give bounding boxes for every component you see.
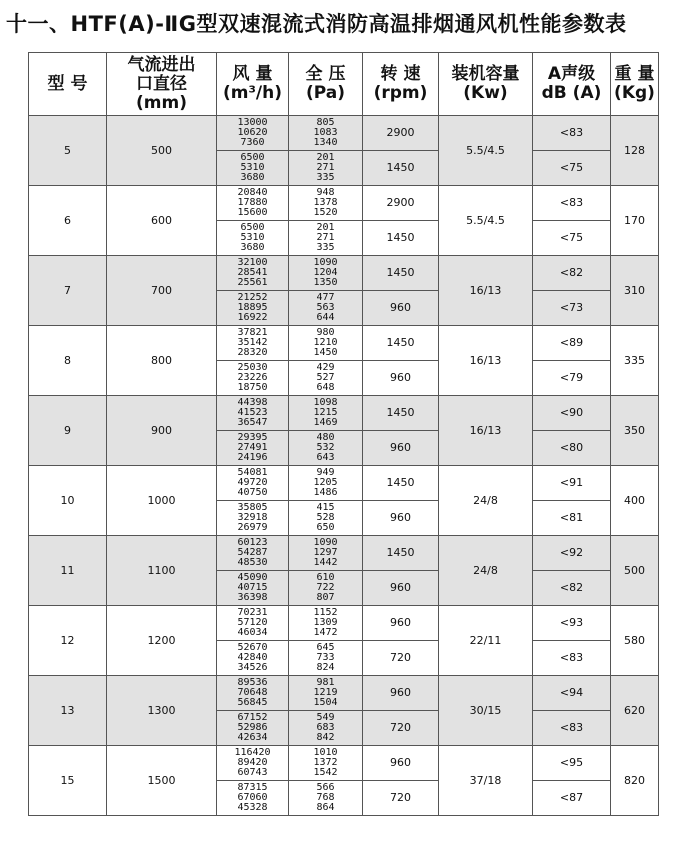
speed-cell: 960 <box>363 431 439 466</box>
weight-cell: 310 <box>611 256 659 326</box>
speed-cell: 960 <box>363 606 439 641</box>
power-cell: 30/15 <box>439 676 533 746</box>
power-cell: 24/8 <box>439 536 533 606</box>
noise-cell: <93 <box>533 606 611 641</box>
airflow-cell: 20840 17880 15600 <box>217 186 289 221</box>
model-cell: 5 <box>29 116 107 186</box>
pressure-cell: 429 527 648 <box>289 361 363 396</box>
airflow-cell: 54081 49720 40750 <box>217 466 289 501</box>
power-cell: 5.5/4.5 <box>439 186 533 256</box>
noise-cell: <73 <box>533 291 611 326</box>
airflow-cell: 32100 28541 25561 <box>217 256 289 291</box>
table-row <box>29 746 659 781</box>
model-cell: 7 <box>29 256 107 326</box>
speed-cell: 960 <box>363 291 439 326</box>
diameter-cell: 1500 <box>107 746 217 816</box>
pressure-cell: 981 1219 1504 <box>289 676 363 711</box>
weight-cell: 820 <box>611 746 659 816</box>
power-cell: 16/13 <box>439 396 533 466</box>
pressure-cell: 1098 1215 1469 <box>289 396 363 431</box>
airflow-cell: 52670 42840 34526 <box>217 641 289 676</box>
speed-cell: 1450 <box>363 326 439 361</box>
speed-cell: 1450 <box>363 466 439 501</box>
pressure-cell: 1090 1297 1442 <box>289 536 363 571</box>
table-row <box>29 186 659 221</box>
weight-cell: 580 <box>611 606 659 676</box>
weight-cell: 350 <box>611 396 659 466</box>
noise-cell: <83 <box>533 186 611 221</box>
header-speed: 转 速 (rpm) <box>363 53 439 116</box>
speed-cell: 720 <box>363 711 439 746</box>
airflow-cell: 29395 27491 24196 <box>217 431 289 466</box>
power-cell: 22/11 <box>439 606 533 676</box>
noise-cell: <91 <box>533 466 611 501</box>
pressure-cell: 549 683 842 <box>289 711 363 746</box>
model-cell: 8 <box>29 326 107 396</box>
weight-cell: 500 <box>611 536 659 606</box>
weight-cell: 620 <box>611 676 659 746</box>
table-header-row <box>29 53 659 116</box>
pressure-cell: 610 722 807 <box>289 571 363 606</box>
diameter-cell: 1200 <box>107 606 217 676</box>
speed-cell: 960 <box>363 501 439 536</box>
noise-cell: <82 <box>533 256 611 291</box>
noise-cell: <90 <box>533 396 611 431</box>
weight-cell: 335 <box>611 326 659 396</box>
airflow-cell: 87315 67060 45328 <box>217 781 289 816</box>
model-cell: 9 <box>29 396 107 466</box>
power-cell: 37/18 <box>439 746 533 816</box>
table-row <box>29 326 659 361</box>
header-diameter: 气流进出 口直径 (mm) <box>107 53 217 116</box>
header-noise: A声级 dB (A) <box>533 53 611 116</box>
pressure-cell: 1010 1372 1542 <box>289 746 363 781</box>
airflow-cell: 25030 23226 18750 <box>217 361 289 396</box>
speed-cell: 720 <box>363 641 439 676</box>
noise-cell: <89 <box>533 326 611 361</box>
pressure-cell: 566 768 864 <box>289 781 363 816</box>
diameter-cell: 900 <box>107 396 217 466</box>
pressure-cell: 805 1083 1340 <box>289 116 363 151</box>
fan-performance-table <box>28 52 659 816</box>
model-cell: 12 <box>29 606 107 676</box>
speed-cell: 2900 <box>363 186 439 221</box>
speed-cell: 1450 <box>363 256 439 291</box>
table-row <box>29 116 659 151</box>
weight-cell: 170 <box>611 186 659 256</box>
airflow-cell: 116420 89420 60743 <box>217 746 289 781</box>
table-row <box>29 396 659 431</box>
pressure-cell: 1090 1204 1350 <box>289 256 363 291</box>
airflow-cell: 21252 18895 16922 <box>217 291 289 326</box>
airflow-cell: 70231 57120 46034 <box>217 606 289 641</box>
airflow-cell: 67152 52986 42634 <box>217 711 289 746</box>
power-cell: 24/8 <box>439 466 533 536</box>
model-cell: 10 <box>29 466 107 536</box>
airflow-cell: 89536 70648 56845 <box>217 676 289 711</box>
noise-cell: <82 <box>533 571 611 606</box>
power-cell: 16/13 <box>439 326 533 396</box>
pressure-cell: 1152 1309 1472 <box>289 606 363 641</box>
speed-cell: 960 <box>363 676 439 711</box>
noise-cell: <94 <box>533 676 611 711</box>
header-weight: 重 量 (Kg) <box>611 53 659 116</box>
power-cell: 16/13 <box>439 256 533 326</box>
weight-cell: 400 <box>611 466 659 536</box>
model-cell: 11 <box>29 536 107 606</box>
speed-cell: 1450 <box>363 536 439 571</box>
header-power: 装机容量 (Kw) <box>439 53 533 116</box>
model-cell: 13 <box>29 676 107 746</box>
noise-cell: <79 <box>533 361 611 396</box>
weight-cell: 128 <box>611 116 659 186</box>
airflow-cell: 45090 40715 36398 <box>217 571 289 606</box>
noise-cell: <92 <box>533 536 611 571</box>
pressure-cell: 948 1378 1520 <box>289 186 363 221</box>
noise-cell: <75 <box>533 221 611 256</box>
power-cell: 5.5/4.5 <box>439 116 533 186</box>
noise-cell: <83 <box>533 641 611 676</box>
pressure-cell: 645 733 824 <box>289 641 363 676</box>
speed-cell: 1450 <box>363 221 439 256</box>
page-title: 十一、HTF(A)-ⅡG型双速混流式消防高温排烟通风机性能参数表 <box>6 12 627 36</box>
speed-cell: 960 <box>363 361 439 396</box>
diameter-cell: 700 <box>107 256 217 326</box>
noise-cell: <87 <box>533 781 611 816</box>
model-cell: 15 <box>29 746 107 816</box>
airflow-cell: 35805 32918 26979 <box>217 501 289 536</box>
pressure-cell: 201 271 335 <box>289 221 363 256</box>
airflow-cell: 6500 5310 3680 <box>217 221 289 256</box>
table-row <box>29 466 659 501</box>
table-row <box>29 256 659 291</box>
noise-cell: <75 <box>533 151 611 186</box>
pressure-cell: 201 271 335 <box>289 151 363 186</box>
speed-cell: 1450 <box>363 396 439 431</box>
pressure-cell: 477 563 644 <box>289 291 363 326</box>
airflow-cell: 13000 10620 7360 <box>217 116 289 151</box>
header-model: 型 号 <box>29 53 107 116</box>
noise-cell: <80 <box>533 431 611 466</box>
airflow-cell: 6500 5310 3680 <box>217 151 289 186</box>
header-pressure: 全 压 (Pa) <box>289 53 363 116</box>
noise-cell: <83 <box>533 711 611 746</box>
speed-cell: 960 <box>363 746 439 781</box>
speed-cell: 1450 <box>363 151 439 186</box>
pressure-cell: 480 532 643 <box>289 431 363 466</box>
diameter-cell: 600 <box>107 186 217 256</box>
table-row <box>29 536 659 571</box>
diameter-cell: 500 <box>107 116 217 186</box>
noise-cell: <81 <box>533 501 611 536</box>
pressure-cell: 949 1205 1486 <box>289 466 363 501</box>
airflow-cell: 60123 54287 48530 <box>217 536 289 571</box>
diameter-cell: 1300 <box>107 676 217 746</box>
speed-cell: 720 <box>363 781 439 816</box>
table-row <box>29 676 659 711</box>
diameter-cell: 800 <box>107 326 217 396</box>
noise-cell: <83 <box>533 116 611 151</box>
pressure-cell: 415 528 650 <box>289 501 363 536</box>
header-airflow: 风 量 (m³/h) <box>217 53 289 116</box>
model-cell: 6 <box>29 186 107 256</box>
table-body <box>29 116 659 816</box>
diameter-cell: 1000 <box>107 466 217 536</box>
airflow-cell: 44398 41523 36547 <box>217 396 289 431</box>
pressure-cell: 980 1210 1450 <box>289 326 363 361</box>
speed-cell: 2900 <box>363 116 439 151</box>
noise-cell: <95 <box>533 746 611 781</box>
table-row <box>29 606 659 641</box>
speed-cell: 960 <box>363 571 439 606</box>
airflow-cell: 37821 35142 28320 <box>217 326 289 361</box>
diameter-cell: 1100 <box>107 536 217 606</box>
